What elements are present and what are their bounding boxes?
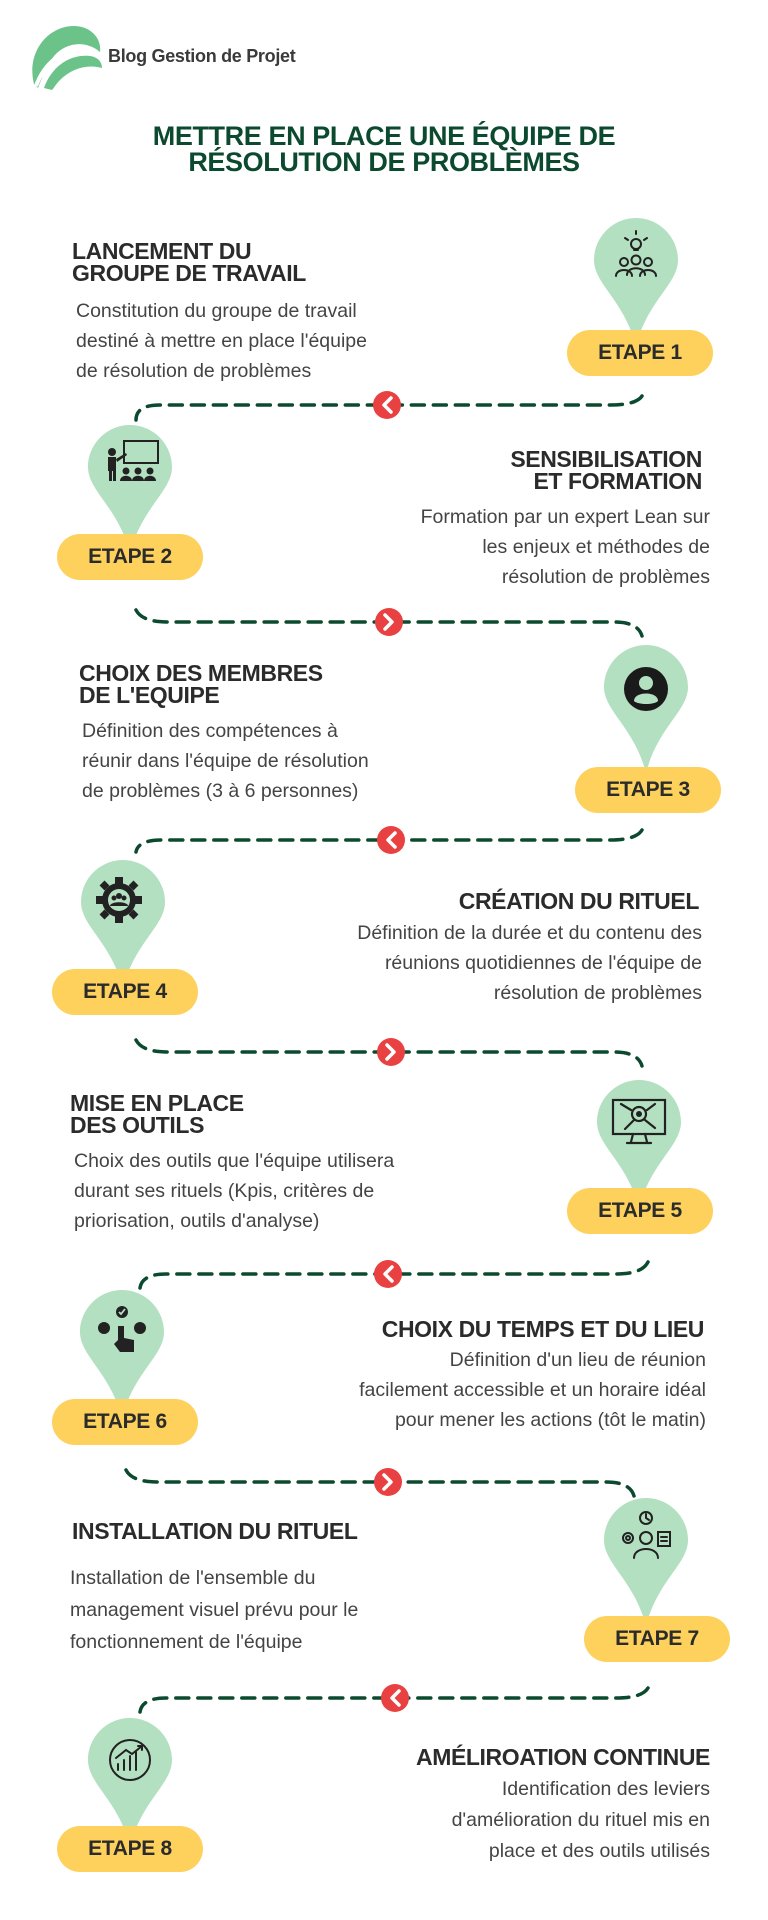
step-5-description	[74, 1146, 394, 1236]
step-4-desc-line-2: réunions quotidiennes de l'équipe de	[384, 952, 702, 974]
step-5-desc-line-2: durant ses rituels (Kpis, critères de	[74, 1180, 375, 1202]
manager-clock-icon	[604, 1498, 688, 1626]
step-4-description	[357, 918, 702, 1008]
arrow-right-icon	[374, 1468, 402, 1496]
step-1-title-line-2: GROUPE DE TRAVAIL	[72, 260, 306, 286]
step-3-desc-line-1: Définition des compétences à	[82, 720, 338, 742]
step-7-badge: ETAPE 7	[584, 1616, 730, 1662]
step-6-desc-line-1: Définition d'un lieu de réunion	[449, 1349, 706, 1371]
arrow-left-icon	[377, 826, 405, 854]
step-4-desc-line-3: résolution de problèmes	[493, 982, 702, 1004]
step-6-title	[382, 1318, 704, 1340]
step-1-desc-line-1: Constitution du groupe de travail	[76, 300, 357, 322]
step-7-description	[70, 1562, 358, 1658]
arrow-right-icon	[375, 608, 403, 636]
step-1-title	[72, 240, 306, 284]
step-5-desc-line-3: priorisation, outils d'analyse)	[74, 1210, 320, 1232]
step-7-title-line-1: INSTALLATION DU RITUEL	[72, 1518, 358, 1544]
page-title-line-2: RÉSOLUTION DE PROBLÈMES	[188, 147, 580, 177]
step-2-title	[510, 448, 702, 492]
step-1-badge: ETAPE 1	[567, 330, 713, 376]
step-3-title	[79, 662, 323, 706]
step-4-badge: ETAPE 4	[52, 969, 198, 1015]
step-6-title-line-1: CHOIX DU TEMPS ET DU LIEU	[381, 1316, 704, 1342]
step-7-desc-line-1: Installation de l'ensemble du	[70, 1567, 316, 1589]
step-4-desc-line-1: Définition de la durée et du contenu des	[357, 922, 702, 944]
arrow-left-icon	[374, 1260, 402, 1288]
step-2-title-line-2: ET FORMATION	[533, 468, 702, 494]
step-8-desc-line-1: Identification des leviers	[501, 1778, 710, 1800]
step-2-desc-line-2: les enjeux et méthodes de	[482, 536, 710, 558]
brand-name: Blog Gestion de Projet	[108, 45, 296, 66]
step-8-badge: ETAPE 8	[57, 1826, 203, 1872]
step-4-title-line-1: CRÉATION DU RITUEL	[458, 888, 699, 914]
arrow-left-icon	[381, 1684, 409, 1712]
step-1-desc-line-3: de résolution de problèmes	[76, 360, 312, 382]
arrow-right-icon	[377, 1038, 405, 1066]
team-idea-icon	[594, 218, 678, 346]
step-7-desc-line-3: fonctionnement de l'équipe	[70, 1631, 303, 1653]
step-8-desc-line-3: place et des outils utilisés	[488, 1840, 710, 1862]
step-6-badge: ETAPE 6	[52, 1399, 198, 1445]
step-5-title	[70, 1092, 244, 1136]
step-1-desc-line-2: destiné à mettre en place l'équipe	[76, 330, 367, 352]
step-5-title-line-1: MISE EN PLACE	[70, 1090, 244, 1116]
step-3-desc-line-2: réunir dans l'équipe de résolution	[82, 750, 369, 772]
step-2-desc-line-1: Formation par un expert Lean sur	[420, 506, 710, 528]
step-7-title	[72, 1520, 357, 1542]
step-2-badge: ETAPE 2	[57, 534, 203, 580]
page-title-line-1: METTRE EN PLACE UNE ÉQUIPE DE	[152, 121, 616, 151]
step-6-desc-line-3: pour mener les actions (tôt le matin)	[394, 1409, 706, 1431]
step-8-title	[416, 1746, 710, 1768]
step-1-title-line-1: LANCEMENT DU	[72, 238, 252, 264]
step-5-title-line-2: DES OUTILS	[70, 1112, 205, 1138]
step-4-title	[459, 890, 699, 912]
step-3-description	[82, 716, 369, 806]
step-3-title-line-2: DE L'EQUIPE	[79, 682, 220, 708]
step-2-desc-line-3: résolution de problèmes	[501, 566, 710, 588]
step-6-description	[359, 1345, 706, 1435]
user-circle-icon	[604, 645, 688, 773]
step-2-title-line-1: SENSIBILISATION	[510, 446, 702, 472]
arrow-left-icon	[373, 391, 401, 419]
step-3-title-line-1: CHOIX DES MEMBRES	[79, 660, 323, 686]
step-3-desc-line-3: de problèmes (3 à 6 personnes)	[82, 780, 359, 802]
step-3-badge: ETAPE 3	[575, 767, 721, 813]
step-2-description	[421, 502, 710, 592]
step-8-desc-line-2: d'amélioration du rituel mis en	[451, 1809, 710, 1831]
step-5-desc-line-1: Choix des outils que l'équipe utilisera	[74, 1150, 395, 1172]
step-7-desc-line-2: management visuel prévu pour le	[70, 1599, 359, 1621]
step-6-desc-line-2: facilement accessible et un horaire idéal	[359, 1379, 706, 1401]
step-5-badge: ETAPE 5	[567, 1188, 713, 1234]
step-8-description	[452, 1774, 710, 1867]
step-8-title-line-1: AMÉLIROATION CONTINUE	[416, 1744, 710, 1770]
step-1-description	[76, 296, 367, 386]
